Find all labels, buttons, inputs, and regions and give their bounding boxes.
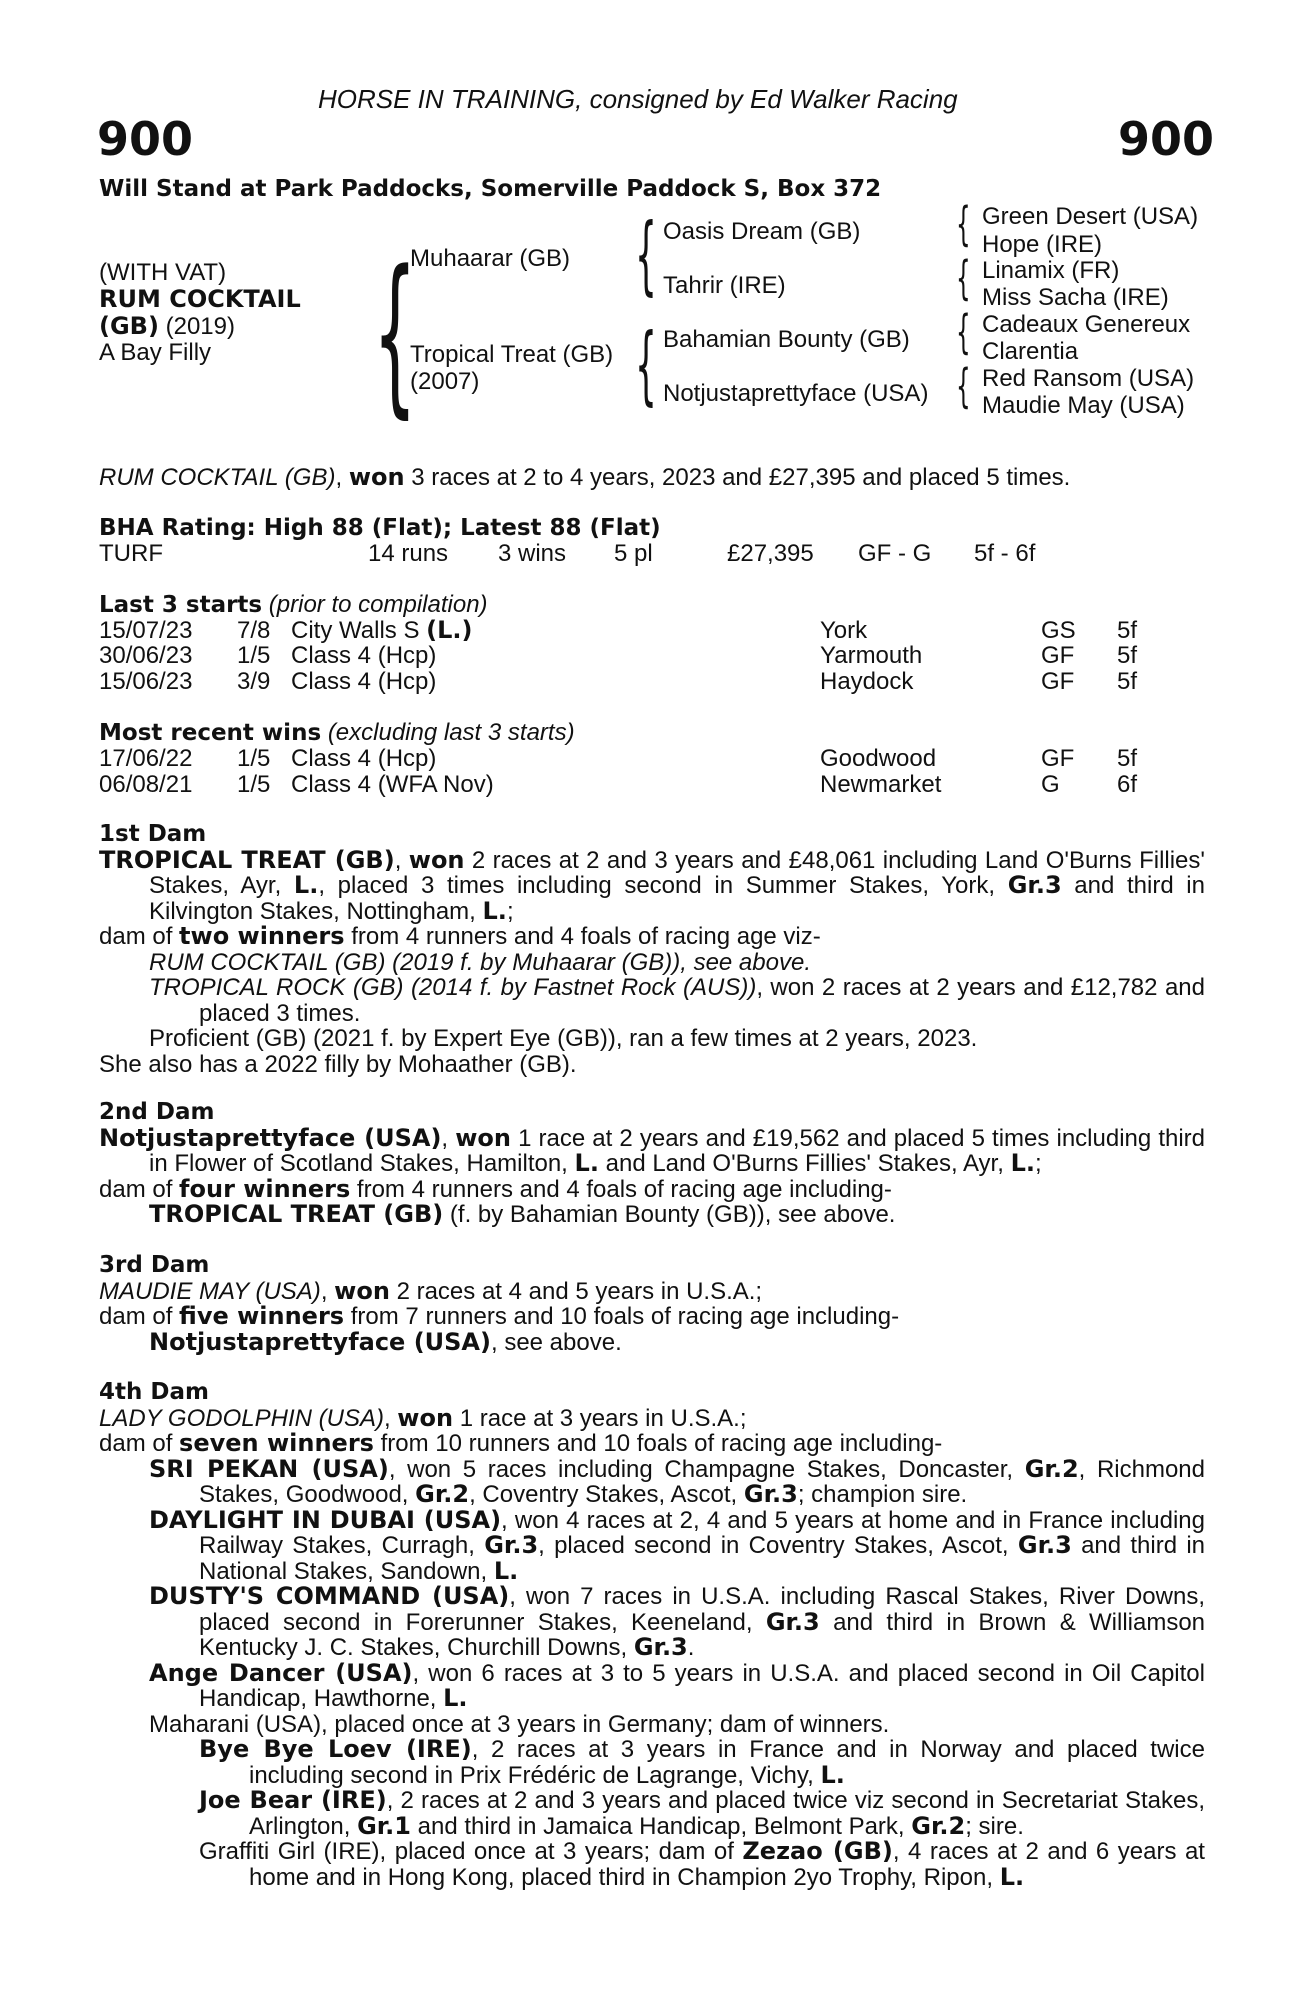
horse-year: (2019) <box>165 313 235 340</box>
pedigree-g5: Cadeaux Genereux <box>982 311 1191 338</box>
text: ; champion sire. <box>797 1481 968 1508</box>
text: , placed 3 times including second in Summer Stakes, York, <box>318 872 996 899</box>
won-label: won <box>397 1403 454 1432</box>
listed-badge: L. <box>493 1556 519 1585</box>
text: (f. by Bahamian Bounty (GB)), see above. <box>449 1201 896 1228</box>
third-dam-name: MAUDIE MAY (USA) <box>99 1277 321 1305</box>
text: dam of <box>99 1430 173 1457</box>
grand-progeny-item <box>199 1737 1205 1788</box>
second-dam-section <box>99 1100 1205 1228</box>
race-going: GF <box>1041 745 1075 772</box>
fourth-dam-section <box>99 1380 1205 1890</box>
race-date: 30/06/23 <box>99 642 193 669</box>
fourth-dam-heading: 4th Dam <box>99 1379 209 1405</box>
won-label: won <box>455 1123 511 1152</box>
race-position: 1/5 <box>237 745 271 772</box>
group-badge: Gr.3 <box>1017 1531 1072 1559</box>
recent-wins-title: Most recent wins <box>99 720 322 746</box>
text: , 2 races at 3 years in France and in Norway and placed twice including second in Prix Frédéric de Lagrange, Vichy, <box>249 1736 1205 1789</box>
race-going: GF <box>1041 668 1075 695</box>
text: from 10 runners and 10 foals of racing age including- <box>380 1430 943 1457</box>
progeny-name: TROPICAL TREAT (GB) <box>149 1200 444 1228</box>
text: and third in Jamaica Handicap, Belmont Park, <box>417 1812 905 1840</box>
race-distance: 5f <box>1117 745 1138 772</box>
progeny-name: Ange Dancer (USA) <box>149 1658 413 1687</box>
text: from 4 runners and 4 foals of racing age including- <box>356 1175 892 1203</box>
pedigree-dam-year: (2007) <box>410 368 480 395</box>
progeny-item <box>149 1584 1205 1661</box>
turf-prize: £27,395 <box>727 540 814 567</box>
text: 1 race at 2 years and £19,562 and placed 5 times including third in Flower of Scotland Stakes, Hamilton, <box>149 1124 1206 1177</box>
listed-badge: L. <box>443 1684 468 1712</box>
text: and third in Kilvington Stakes, Nottingham, <box>149 872 1205 925</box>
listed-badge: L. <box>999 1862 1025 1891</box>
progeny-name: Notjustaprettyface (USA) <box>149 1327 491 1356</box>
progeny-item <box>149 1202 1205 1228</box>
race-position: 1/5 <box>237 771 271 798</box>
group-badge: Gr.3 <box>765 1607 820 1636</box>
winners-count: five winners <box>179 1302 345 1330</box>
turf-distance: 5f - 6f <box>974 540 1036 567</box>
race-course: Goodwood <box>820 745 937 772</box>
race-position: 3/9 <box>237 668 271 695</box>
text: ; <box>1034 1150 1042 1177</box>
first-dam-record: TROPICAL TREAT (GB), won 2 races at 2 and 3 years and £48,061 including Land O'Burns Fillies' Stakes, Ayr, L., placed 3 times including second in Summer Stakes, York, Gr.3 and third in Kilvington Stakes, Nottingham, L.; <box>99 845 1205 925</box>
progeny-item: Proficient (GB) (2021 f. by Expert Eye (GB)), ran a few times at 2 years, 2023. <box>149 1025 978 1052</box>
summary-won: won <box>348 463 405 491</box>
pedigree-dam-sire: Bahamian Bounty (GB) <box>663 326 910 353</box>
pedigree-brace-g1: { <box>956 197 971 251</box>
pedigree-g4: Miss Sacha (IRE) <box>982 284 1169 311</box>
pedigree-dam: Tropical Treat (GB) <box>410 341 614 368</box>
text: and third in National Stakes, Sandown, <box>199 1532 1206 1585</box>
first-dam-name: TROPICAL TREAT (GB) <box>99 845 395 874</box>
lot-number-right: 900 <box>1118 112 1215 166</box>
catalogue-header: HORSE IN TRAINING, consigned by Ed Walker Racing <box>318 84 958 114</box>
pedigree-sire-dam: Tahrir (IRE) <box>663 272 786 299</box>
pedigree-brace-g4: { <box>956 359 971 413</box>
pedigree-g2: Hope (IRE) <box>982 231 1103 258</box>
progeny-item: RUM COCKTAIL (GB) (2019 f. by Muhaarar (GB)), see above. <box>149 948 811 976</box>
progeny-item <box>149 1454 1205 1508</box>
winners-count: two winners <box>179 922 345 950</box>
third-dam-produce <box>99 1304 1205 1330</box>
group-badge: Gr.3 <box>633 1633 688 1661</box>
vat-label: (WITH VAT) <box>99 259 227 286</box>
group-badge: Gr.3 <box>1007 871 1062 899</box>
text: , 2 races at 2 and 3 years and placed twice viz second in Secretariat Stakes, Arlington, <box>249 1787 1206 1840</box>
race-date: 15/06/23 <box>99 668 193 695</box>
race-name: Class 4 (Hcp) <box>291 668 437 695</box>
turf-runs: 14 runs <box>368 540 449 567</box>
text: , won 5 races including Champagne Stakes, Doncaster, <box>388 1455 1014 1483</box>
fourth-dam-record: LADY GODOLPHIN (USA), won 1 race at 3 years in U.S.A.; <box>99 1403 747 1432</box>
race-date: 17/06/22 <box>99 745 193 772</box>
fourth-dam-name: LADY GODOLPHIN (USA) <box>99 1404 384 1432</box>
pedigree-g3: Linamix (FR) <box>982 257 1120 284</box>
text: and third in Brown & Williamson Kentucky J. C. Stakes, Churchill Downs, <box>199 1608 1206 1661</box>
race-distance: 5f <box>1117 642 1138 669</box>
last-starts-title: Last 3 starts <box>99 592 263 618</box>
text: , 4 races at 2 and 6 years at home and in Hong Kong, placed third in Champion 2yo Trophy, Ripon, <box>249 1838 1205 1891</box>
text: dam of <box>99 1175 173 1203</box>
stand-location: Will Stand at Park Paddocks, Somerville Paddock S, Box 372 <box>99 176 882 202</box>
race-date: 06/08/21 <box>99 771 193 798</box>
race-title: City Walls S <box>291 617 420 644</box>
turf-wins: 3 wins <box>498 540 567 567</box>
progeny-item <box>149 1658 1205 1712</box>
pedigree-dam-dam: Notjustaprettyface (USA) <box>663 380 929 407</box>
third-dam-section <box>99 1253 1205 1355</box>
race-course: Newmarket <box>820 771 942 798</box>
race-name: Class 4 (WFA Nov) <box>291 771 494 798</box>
text: from 7 runners and 10 foals of racing age including- <box>350 1303 900 1330</box>
third-dam-record: MAUDIE MAY (USA), won 2 races at 4 and 5 years in U.S.A.; <box>99 1276 763 1305</box>
progeny-item <box>149 1505 1206 1585</box>
grand-progeny-item <box>199 1788 1205 1839</box>
horse-country: (GB) <box>99 312 159 340</box>
pedigree-g7: Red Ransom (USA) <box>982 365 1195 392</box>
race-name <box>291 618 472 644</box>
race-distance: 5f <box>1117 617 1138 644</box>
summary-horse: RUM COCKTAIL (GB) <box>99 464 336 491</box>
text: from 4 runners and 4 foals of racing age viz- <box>351 923 821 950</box>
listed-badge: L. <box>1010 1149 1035 1177</box>
text: ; sire. <box>965 1812 1024 1840</box>
listed-badge: L. <box>293 871 319 899</box>
group-badge: Gr.2 <box>1024 1454 1079 1483</box>
group-badge: Gr.2 <box>911 1811 966 1840</box>
pedigree-g6: Clarentia <box>982 338 1079 365</box>
text: and Land O'Burns Fillies' Stakes, Ayr, <box>605 1150 1004 1177</box>
race-position: 7/8 <box>237 617 271 644</box>
horse-name: RUM COCKTAIL <box>99 285 301 313</box>
race-date: 15/07/23 <box>99 617 193 644</box>
progeny-item <box>149 1327 1205 1356</box>
group-badge: Gr.3 <box>484 1531 539 1559</box>
text: . <box>687 1634 695 1661</box>
pedigree-brace-g3: { <box>956 305 971 359</box>
pedigree-brace-dam: { <box>635 315 657 415</box>
group-badge: Gr.3 <box>743 1480 798 1508</box>
race-position: 1/5 <box>237 642 271 669</box>
first-dam-heading: 1st Dam <box>99 821 207 847</box>
race-distance: 5f <box>1117 668 1138 695</box>
winners-count: seven winners <box>179 1429 374 1457</box>
progeny-item <box>149 975 1205 1026</box>
pedigree-brace-sire: { <box>635 205 657 305</box>
grand-progeny-item <box>199 1839 1205 1890</box>
text: , won 4 races at 2, 4 and 5 years at home and in France including Railway Stakes, Curragh, <box>199 1506 1205 1559</box>
text: 2 races at 4 and 5 years in U.S.A.; <box>396 1277 763 1305</box>
text: , won 2 races at 2 years and £12,782 and placed 3 times. <box>199 974 1205 1027</box>
horse-origin-year <box>99 313 235 340</box>
pedigree-brace-g2: { <box>956 251 971 305</box>
first-dam-note: She also has a 2022 filly by Mohaather (GB). <box>99 1050 577 1078</box>
progeny-name: SRI PEKAN (USA) <box>149 1454 389 1483</box>
progeny-name: Bye Bye Loev (IRE) <box>199 1735 472 1763</box>
text: dam of <box>99 923 173 950</box>
recent-wins-heading <box>99 720 575 746</box>
won-label: won <box>408 845 465 874</box>
race-course: Haydock <box>820 668 914 695</box>
summary-text: 3 races at 2 to 4 years, 2023 and £27,395 and placed 5 times. <box>411 464 1071 491</box>
progeny-name: DUSTY'S COMMAND (USA) <box>149 1582 510 1610</box>
pedigree-sire: Muhaarar (GB) <box>410 245 571 272</box>
text: , won 7 races in U.S.A. including Rascal Stakes, River Downs, placed second in Forerunner Stakes, Keeneland, <box>199 1583 1205 1636</box>
text: , placed second in Coventry Stakes, Ascot, <box>538 1532 1009 1559</box>
group-badge: Gr.1 <box>357 1811 411 1840</box>
text: , see above. <box>490 1328 622 1356</box>
race-going: G <box>1041 771 1060 798</box>
listed-badge: L. <box>482 896 507 925</box>
text: , won 6 races at 3 to 5 years in U.S.A. and placed second in Oil Capitol Handicap, Hawthorne, <box>199 1659 1205 1712</box>
second-dam-heading: 2nd Dam <box>99 1099 215 1125</box>
race-going: GS <box>1041 617 1076 644</box>
progeny-name: Joe Bear (IRE) <box>199 1786 387 1814</box>
race-summary: RUM COCKTAIL (GB), won 3 races at 2 to 4 years, 2023 and £27,395 and placed 5 times. <box>99 463 1071 491</box>
horse-description: A Bay Filly <box>99 339 212 366</box>
text: Graffiti Girl (IRE), placed once at 3 years; dam of <box>199 1838 734 1865</box>
race-course: Yarmouth <box>820 642 923 669</box>
first-dam-section <box>99 822 1205 1077</box>
pedigree-g1: Green Desert (USA) <box>982 203 1199 230</box>
race-course: York <box>820 617 868 644</box>
second-dam-produce <box>99 1174 1205 1203</box>
text: , Coventry Stakes, Ascot, <box>469 1481 738 1508</box>
race-distance: 6f <box>1117 771 1138 798</box>
text: 1 race at 3 years in U.S.A.; <box>459 1404 747 1432</box>
race-going: GF <box>1041 642 1075 669</box>
group-badge: Gr.2 <box>415 1480 470 1508</box>
fourth-dam-produce <box>99 1431 1205 1457</box>
text: 2 races at 2 and 3 years and £48,061 including Land O'Burns Fillies' Stakes, Ayr, <box>149 846 1205 899</box>
race-listed-badge: (L.) <box>426 616 473 644</box>
last-starts-note: (prior to compilation) <box>268 591 488 618</box>
last-starts-heading <box>99 592 488 618</box>
turf-going: GF - G <box>858 540 932 567</box>
race-name: Class 4 (Hcp) <box>291 642 437 669</box>
progeny-name: Zezao (GB) <box>742 1837 893 1865</box>
listed-badge: L. <box>574 1149 599 1177</box>
recent-wins-note: (excluding last 3 starts) <box>327 719 575 746</box>
progeny-name: TROPICAL ROCK (GB) (2014 f. by Fastnet Rock (AUS)) <box>149 974 757 1001</box>
first-dam-produce <box>99 924 1205 950</box>
race-name: Class 4 (Hcp) <box>291 745 437 772</box>
pedigree-sire-sire: Oasis Dream (GB) <box>663 218 861 245</box>
progeny-name: DAYLIGHT IN DUBAI (USA) <box>149 1505 502 1534</box>
listed-badge: L. <box>820 1760 845 1789</box>
pedigree-g8: Maudie May (USA) <box>982 392 1185 419</box>
won-label: won <box>334 1276 390 1305</box>
turf-surface: TURF <box>99 540 163 567</box>
winners-count: four winners <box>179 1174 351 1203</box>
second-dam-record: Notjustaprettyface (USA), won 1 race at 2 years and £19,562 and placed 5 times including third in Flower of Scotland Stakes, Hamilton, L. and Land O'Burns Fillies' Stakes, Ayr, L.; <box>99 1123 1206 1177</box>
lot-number-left: 900 <box>97 112 194 166</box>
text: , Richmond Stakes, Goodwood, <box>199 1455 1205 1508</box>
text: ; <box>506 897 514 925</box>
turf-placed: 5 pl <box>614 540 653 567</box>
text: dam of <box>99 1303 173 1330</box>
progeny-item: Maharani (USA), placed once at 3 years in Germany; dam of winners. <box>149 1710 890 1738</box>
third-dam-heading: 3rd Dam <box>99 1252 210 1278</box>
pedigree-brace-main: { <box>373 233 417 434</box>
bha-rating: BHA Rating: High 88 (Flat); Latest 88 (Flat) <box>99 515 661 541</box>
second-dam-name: Notjustaprettyface (USA) <box>99 1123 442 1152</box>
